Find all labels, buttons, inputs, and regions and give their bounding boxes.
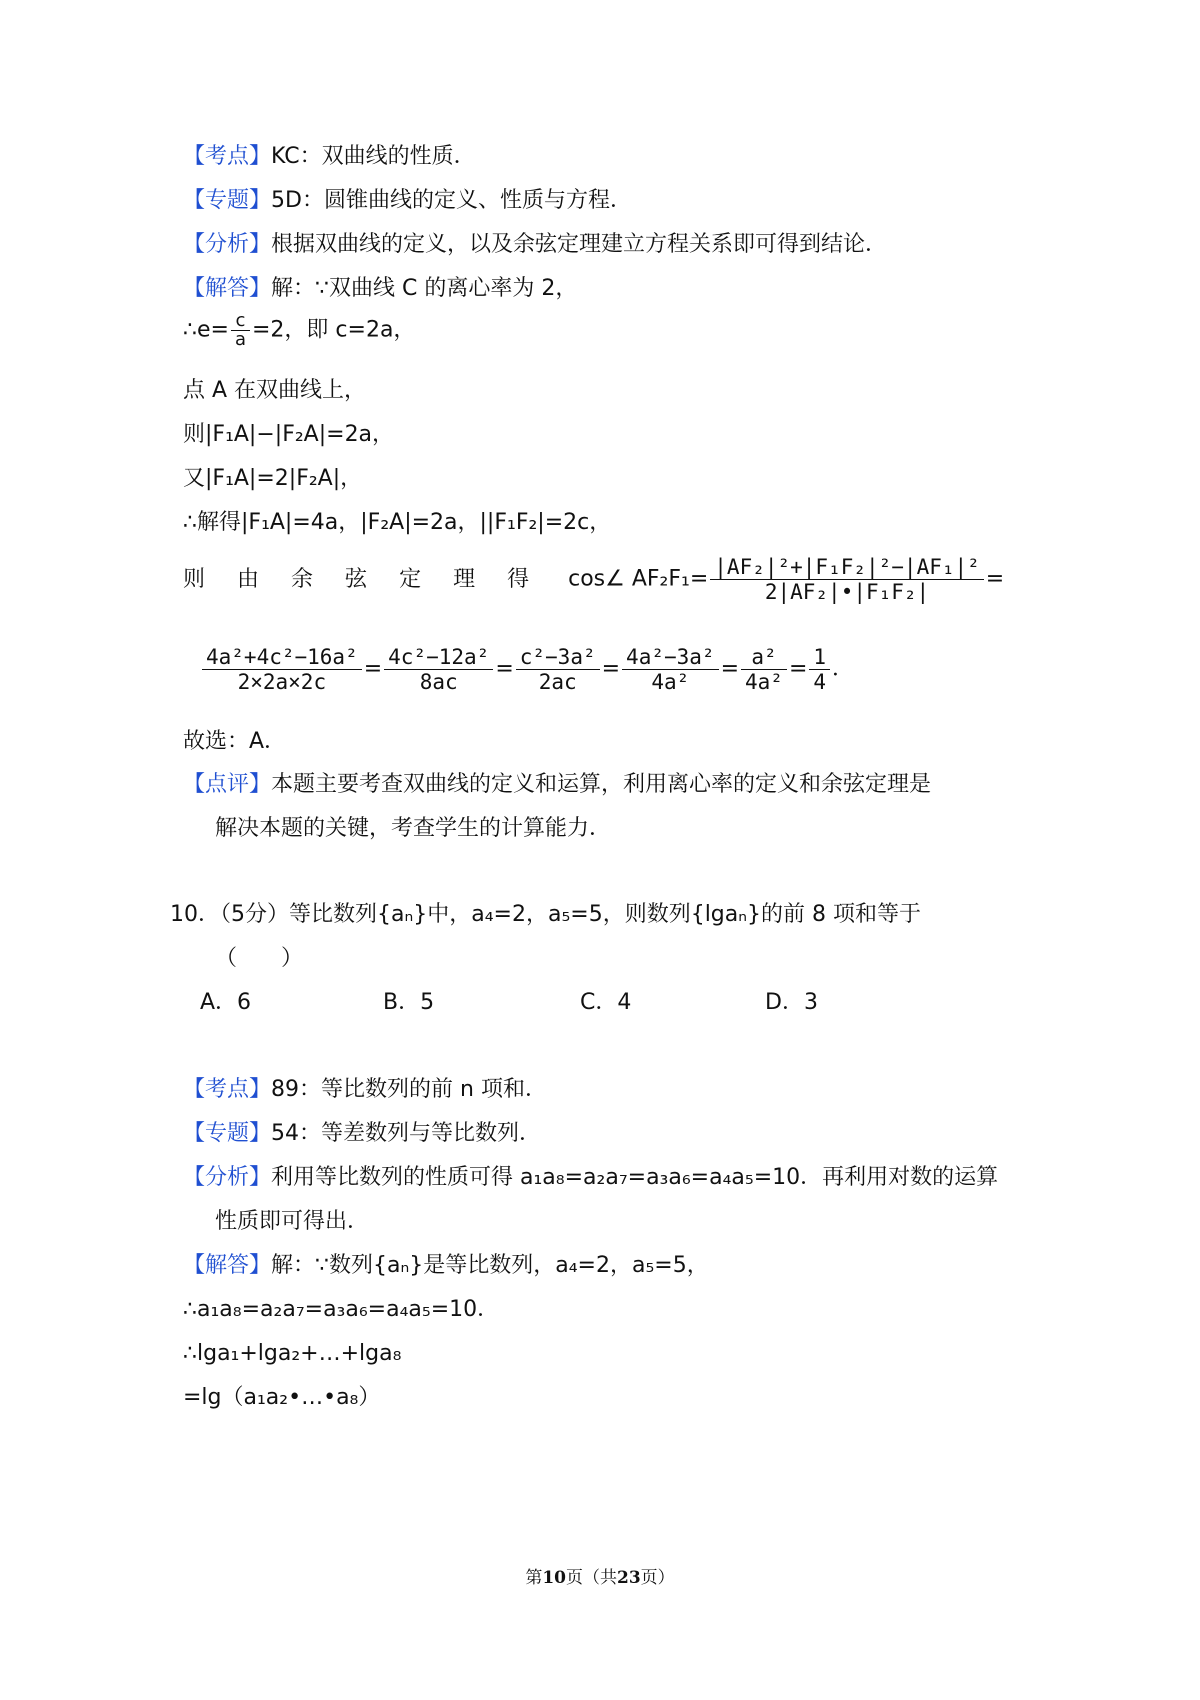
option-d: D．3 <box>765 990 818 1015</box>
chain-fraction-5 <box>741 645 787 694</box>
dianping-line <box>183 770 931 800</box>
q10-kaodian-line <box>183 1075 547 1105</box>
chain-end: ． <box>832 656 855 682</box>
footer-text: 页（共 <box>566 1568 617 1588</box>
kaodian-label: 【考点】 <box>183 1077 272 1102</box>
word: 定 <box>399 566 422 592</box>
cosine-numerator: |AF₂|²+|F₁F₂|²−|AF₁|² <box>714 555 980 579</box>
chain-den: 2×2a×2c <box>202 669 362 694</box>
zhuanti-label: 【专题】 <box>183 1121 272 1146</box>
fraction-chain: $\frac{\text{4a²+4c²−16a²}}{2\times 2a\times 2c}$ = $\frac{\text{4c²−12a²}}{8ac}$ = $\frac{\text{c²−3a²}}{2ac}$ = $\frac{\text{4a²−3a²}}{\text{4a²}}$ = $\frac{\text{a²}}{\text{4a²}}$ = $\frac{1}{4}$ ． <box>200 645 854 694</box>
page-footer <box>0 1563 1200 1588</box>
jieda-label: 【解答】 <box>183 1253 272 1278</box>
page-number: 10 <box>542 1568 566 1588</box>
q10-zhuanti-line <box>183 1119 541 1149</box>
word: 由 <box>237 566 260 592</box>
dianping-label: 【点评】 <box>183 772 272 797</box>
dianping-text: 本题主要考查双曲线的定义和运算，利用离心率的定义和余弦定理是 <box>271 772 932 797</box>
chain-fraction-6 <box>809 645 830 694</box>
step-definition: 则|F₁A|−|F₂A|=2a， <box>183 422 395 447</box>
option-a: A．6 <box>200 990 252 1015</box>
word: 理 <box>453 566 476 592</box>
q10-step-3: =lg（a₁a₂•…•a₈） <box>183 1385 381 1410</box>
word: 余 <box>291 566 314 592</box>
chain-num: 1 <box>813 645 827 669</box>
chain-num: 4a²−3a² <box>626 645 715 669</box>
fraction-denominator: a <box>231 330 250 349</box>
zhuanti-text: 54：等差数列与等比数列． <box>271 1121 542 1146</box>
chain-num: 4a²+4c²−16a² <box>206 645 358 669</box>
cosine-line <box>183 555 1004 604</box>
zhuanti-line <box>183 186 632 216</box>
q10-fenxi-line-2: 性质即可得出． <box>215 1209 370 1234</box>
chain-den: 4a² <box>622 669 719 694</box>
jieda-text: 解：∵数列{aₙ}是等比数列，a₄=2，a₅=5， <box>271 1253 709 1278</box>
fenxi-line <box>183 230 887 260</box>
word: 则 <box>183 566 206 592</box>
kaodian-line <box>183 142 476 172</box>
fraction-numerator: c <box>235 310 246 331</box>
answer-line: 故选：A． <box>183 729 287 754</box>
chain-fraction-3 <box>516 645 600 694</box>
step-solve: ∴解得|F₁A|=4a，|F₂A|=2a，||F₁F₂|=2c， <box>183 510 612 535</box>
step-point-a: 点 A 在双曲线上， <box>183 378 367 403</box>
q10-step-2: ∴lga₁+lga₂+…+lga₈ <box>183 1341 402 1366</box>
jieda-label: 【解答】 <box>183 276 272 301</box>
chain-den: 4 <box>809 669 830 694</box>
fenxi-label: 【分析】 <box>183 232 272 257</box>
q10-fenxi-line <box>183 1163 998 1193</box>
cosine-fraction <box>710 555 984 604</box>
dianping-line-2: 解决本题的关键，考查学生的计算能力． <box>215 816 612 841</box>
chain-fraction-4 <box>622 645 719 694</box>
step-prefix: ∴e= <box>183 317 229 343</box>
footer-text: 第 <box>525 1568 543 1588</box>
equals-sign: = <box>985 566 1005 592</box>
chain-den: 8ac <box>384 669 493 694</box>
cosine-intro-words <box>183 567 568 592</box>
q10-step-1: ∴a₁a₈=a₂a₇=a₃a₆=a₄a₅=10． <box>183 1297 500 1322</box>
step-given-ratio: 又|F₁A|=2|F₂A|， <box>183 466 363 491</box>
chain-den: 4a² <box>741 669 787 694</box>
chain-fraction-2 <box>384 645 493 694</box>
fenxi-label: 【分析】 <box>183 1165 272 1190</box>
eccentricity-step <box>183 312 415 349</box>
option-b: B．5 <box>383 990 435 1015</box>
fenxi-text: 根据双曲线的定义，以及余弦定理建立方程关系即可得到结论． <box>271 232 888 257</box>
jieda-line <box>183 274 577 304</box>
fenxi-text: 利用等比数列的性质可得 a₁a₈=a₂a₇=a₃a₆=a₄a₅=10．再利用对数的运算 <box>271 1165 999 1190</box>
chain-fraction-1 <box>202 645 362 694</box>
q10-paren: （ ） <box>215 946 304 971</box>
option-c: C．4 <box>580 990 632 1015</box>
kaodian-text: 89：等比数列的前 n 项和． <box>271 1077 547 1102</box>
chain-num: a² <box>751 645 777 669</box>
step-suffix: =2，即 c=2a， <box>252 317 416 343</box>
footer-text: 页） <box>640 1568 675 1588</box>
kaodian-text: KC：双曲线的性质． <box>271 144 476 169</box>
q10-stem: 10．（5分）等比数列{aₙ}中，a₄=2，a₅=5，则数列{lgaₙ}的前 8 项和等于 <box>170 902 921 927</box>
q10-jieda-line <box>183 1251 709 1281</box>
kaodian-label: 【考点】 <box>183 144 272 169</box>
cosine-expression: cos∠ AF₂F₁= <box>568 566 709 592</box>
fraction-c-over-a <box>231 312 250 349</box>
page-total: 23 <box>617 1568 641 1588</box>
cosine-denominator: 2|AF₂|•|F₁F₂| <box>710 579 984 604</box>
chain-num: c²−3a² <box>519 645 596 669</box>
word: 弦 <box>345 566 368 592</box>
zhuanti-label: 【专题】 <box>183 188 272 213</box>
jieda-text: 解：∵双曲线 C 的离心率为 2， <box>271 276 578 301</box>
word: 得 <box>507 566 530 592</box>
chain-den: 2ac <box>516 669 600 694</box>
chain-num: 4c²−12a² <box>388 645 490 669</box>
zhuanti-text: 5D：圆锥曲线的定义、性质与方程． <box>271 188 632 213</box>
